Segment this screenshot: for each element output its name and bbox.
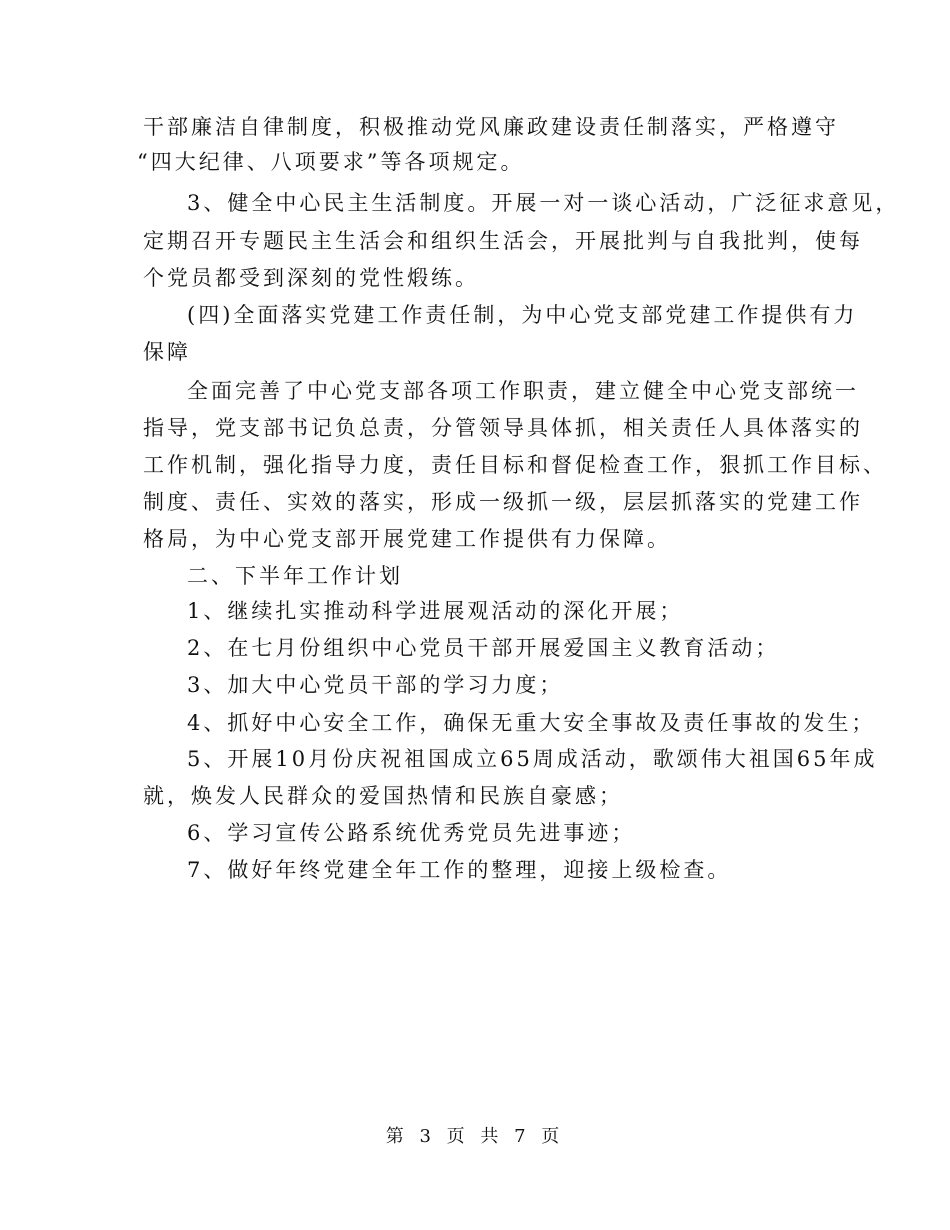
paragraph-line: 干部廉洁自律制度，积极推动党风廉政建设责任制落实，严格遵守 <box>143 115 839 139</box>
paragraph-line: 定期召开专题民主生活会和组织生活会，开展批判与自我批判，使每 <box>143 229 863 253</box>
paragraph-line: 3、健全中心民主生活制度。开展一对一谈心活动，广泛征求意见， <box>187 191 900 215</box>
section-heading: 二、下半年工作计划 <box>187 564 403 588</box>
list-item: 1、继续扎实推动科学进展观活动的深化开展； <box>187 599 684 623</box>
paragraph-line: 指导，党支部书记负总责，分管领导具体抓，相关责任人具体落实的 <box>143 416 863 440</box>
list-item: 就，焕发人民群众的爱国热情和民族自豪感； <box>143 784 623 808</box>
list-item: 3、加大中心党员干部的学习力度； <box>187 673 564 697</box>
section-heading: 保障 <box>143 340 191 364</box>
list-item: 7、做好年终党建全年工作的整理，迎接上级检查。 <box>187 858 732 882</box>
paragraph-line: 个党员都受到深刻的党性煅练。 <box>143 266 479 290</box>
section-heading: (四)全面落实党建工作责任制，为中心党支部党建工作提供有力 <box>187 303 858 327</box>
page-number: 第 3 页 共 7 页 <box>385 1126 565 1147</box>
paragraph-line: 制度、责任、实效的落实，形成一级抓一级，层层抓落实的党建工作 <box>143 490 863 514</box>
paragraph-line: 格局，为中心党支部开展党建工作提供有力保障。 <box>143 527 671 551</box>
paragraph-line: “四大纪律、八项要求”等各项规定。 <box>137 150 525 174</box>
paragraph-line: 全面完善了中心党支部各项工作职责，建立健全中心党支部统一 <box>187 379 859 403</box>
paragraph-line: 工作机制，强化指导力度，责任目标和督促检查工作，狠抓工作目标、 <box>143 453 887 477</box>
list-item: 5、开展10月份庆祝祖国成立65周成活动，歌颂伟大祖国65年成 <box>187 747 878 771</box>
list-item: 6、学习宣传公路系统优秀党员先进事迹； <box>187 821 636 845</box>
list-item: 4、抓好中心安全工作，确保无重大安全事故及责任事故的发生； <box>187 711 876 735</box>
list-item: 2、在七月份组织中心党员干部开展爱国主义教育活动； <box>187 636 780 660</box>
